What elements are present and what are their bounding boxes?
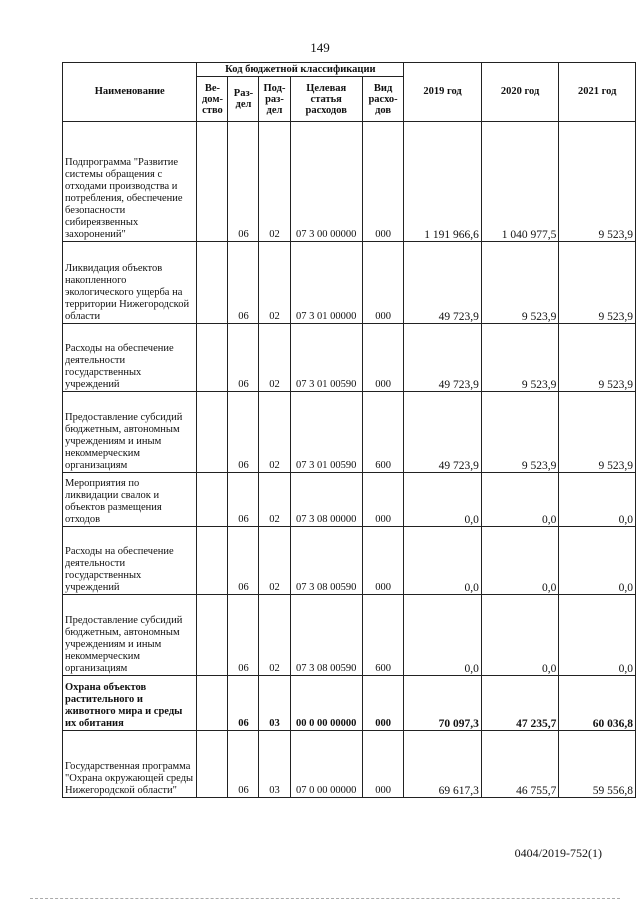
- row-podrazdel: 02: [259, 324, 290, 392]
- row-razdel: 06: [228, 527, 259, 595]
- row-2019: 69 617,3: [404, 731, 482, 798]
- row-razdel: 06: [228, 242, 259, 324]
- row-2019: 0,0: [404, 595, 482, 676]
- row-celevaya: 00 0 00 00000: [290, 676, 362, 731]
- table-row: [63, 676, 636, 731]
- table-row: [63, 242, 636, 324]
- row-2020: 9 523,9: [481, 392, 559, 473]
- row-razdel: 06: [228, 676, 259, 731]
- row-2021: 9 523,9: [559, 122, 636, 242]
- row-razdel: 06: [228, 122, 259, 242]
- row-name: Ликвидация объектов накопленного экологического ущерба на территории Нижегородской области: [63, 242, 197, 324]
- row-2020: 47 235,7: [481, 676, 559, 731]
- header-classification-group: Код бюджетной классификации: [197, 63, 404, 77]
- row-vid: 000: [362, 242, 403, 324]
- page-number: 149: [310, 40, 330, 55]
- row-ved: [197, 527, 228, 595]
- header-name: Наименование: [63, 63, 197, 122]
- row-2019: 0,0: [404, 473, 482, 527]
- row-podrazdel: 02: [259, 473, 290, 527]
- header-2020: 2020 год: [481, 63, 559, 122]
- row-celevaya: 07 3 00 00000: [290, 122, 362, 242]
- row-2021: 9 523,9: [559, 324, 636, 392]
- row-2021: 59 556,8: [559, 731, 636, 798]
- row-2021: 60 036,8: [559, 676, 636, 731]
- row-2021: 0,0: [559, 473, 636, 527]
- row-ved: [197, 731, 228, 798]
- header-razdel: Раз- дел: [228, 77, 259, 122]
- row-razdel: 06: [228, 392, 259, 473]
- table-row: [63, 324, 636, 392]
- row-ved: [197, 392, 228, 473]
- row-2020: 46 755,7: [481, 731, 559, 798]
- row-2021: 0,0: [559, 527, 636, 595]
- row-name: Государственная программа "Охрана окружающей среды Нижегородской области": [63, 731, 197, 798]
- row-ved: [197, 242, 228, 324]
- row-ved: [197, 676, 228, 731]
- row-razdel: 06: [228, 595, 259, 676]
- row-name: Мероприятия по ликвидации свалок и объектов размещения отходов: [63, 473, 197, 527]
- row-celevaya: 07 0 00 00000: [290, 731, 362, 798]
- row-celevaya: 07 3 08 00590: [290, 527, 362, 595]
- table-row: [63, 473, 636, 527]
- row-vid: 000: [362, 731, 403, 798]
- row-vid: 000: [362, 122, 403, 242]
- row-2020: 0,0: [481, 527, 559, 595]
- row-celevaya: 07 3 01 00590: [290, 324, 362, 392]
- row-2019: 49 723,9: [404, 242, 482, 324]
- row-name: Предоставление субсидий бюджетным, автономным учреждениям и иным некоммерческим организациям: [63, 595, 197, 676]
- row-2021: 9 523,9: [559, 392, 636, 473]
- header-2021: 2021 год: [559, 63, 636, 122]
- row-name: Расходы на обеспечение деятельности государственных учреждений: [63, 324, 197, 392]
- row-podrazdel: 02: [259, 392, 290, 473]
- row-2019: 49 723,9: [404, 324, 482, 392]
- row-2020: 0,0: [481, 595, 559, 676]
- row-name: Расходы на обеспечение деятельности государственных учреждений: [63, 527, 197, 595]
- row-2020: 9 523,9: [481, 324, 559, 392]
- row-ved: [197, 473, 228, 527]
- table-row: [63, 731, 636, 798]
- row-2019: 49 723,9: [404, 392, 482, 473]
- row-name: Подпрограмма "Развитие системы обращения с отходами производства и потребления, обеспечение безопасности сибиреязвенных захоронений": [63, 122, 197, 242]
- row-podrazdel: 02: [259, 122, 290, 242]
- row-2019: 70 097,3: [404, 676, 482, 731]
- row-name: Предоставление субсидий бюджетным, автономным учреждениям и иным некоммерческим организациям: [63, 392, 197, 473]
- row-vid: 000: [362, 324, 403, 392]
- row-vid: 000: [362, 527, 403, 595]
- row-2020: 9 523,9: [481, 242, 559, 324]
- row-ved: [197, 595, 228, 676]
- header-2019: 2019 год: [404, 63, 482, 122]
- row-razdel: 06: [228, 731, 259, 798]
- row-ved: [197, 122, 228, 242]
- header-celevaya-statya: Целевая статья расходов: [290, 77, 362, 122]
- row-vid: 000: [362, 473, 403, 527]
- document-code: 0404/2019-752(1): [514, 846, 602, 860]
- row-podrazdel: 03: [259, 676, 290, 731]
- row-celevaya: 07 3 08 00590: [290, 595, 362, 676]
- row-2019: 0,0: [404, 527, 482, 595]
- row-podrazdel: 02: [259, 527, 290, 595]
- table-row: [63, 527, 636, 595]
- row-razdel: 06: [228, 324, 259, 392]
- row-podrazdel: 02: [259, 595, 290, 676]
- header-podrazdel: Под- раз- дел: [259, 77, 290, 122]
- row-celevaya: 07 3 08 00000: [290, 473, 362, 527]
- row-name: Охрана объектов растительного и животного мира и среды их обитания: [63, 676, 197, 731]
- row-2021: 9 523,9: [559, 242, 636, 324]
- budget-table: [62, 62, 636, 798]
- header-vid-raskhodov: Вид расхо- дов: [362, 77, 403, 122]
- row-vid: 000: [362, 676, 403, 731]
- row-2020: 0,0: [481, 473, 559, 527]
- row-2019: 1 191 966,6: [404, 122, 482, 242]
- row-celevaya: 07 3 01 00590: [290, 392, 362, 473]
- row-2021: 0,0: [559, 595, 636, 676]
- row-ved: [197, 324, 228, 392]
- row-celevaya: 07 3 01 00000: [290, 242, 362, 324]
- header-vedomstvo: Ве- дом- ство: [197, 77, 228, 122]
- row-podrazdel: 02: [259, 242, 290, 324]
- row-vid: 600: [362, 392, 403, 473]
- row-2020: 1 040 977,5: [481, 122, 559, 242]
- row-vid: 600: [362, 595, 403, 676]
- scan-edge-divider: [30, 898, 620, 901]
- table-row: [63, 595, 636, 676]
- row-razdel: 06: [228, 473, 259, 527]
- table-row: [63, 122, 636, 242]
- table-row: [63, 392, 636, 473]
- row-podrazdel: 03: [259, 731, 290, 798]
